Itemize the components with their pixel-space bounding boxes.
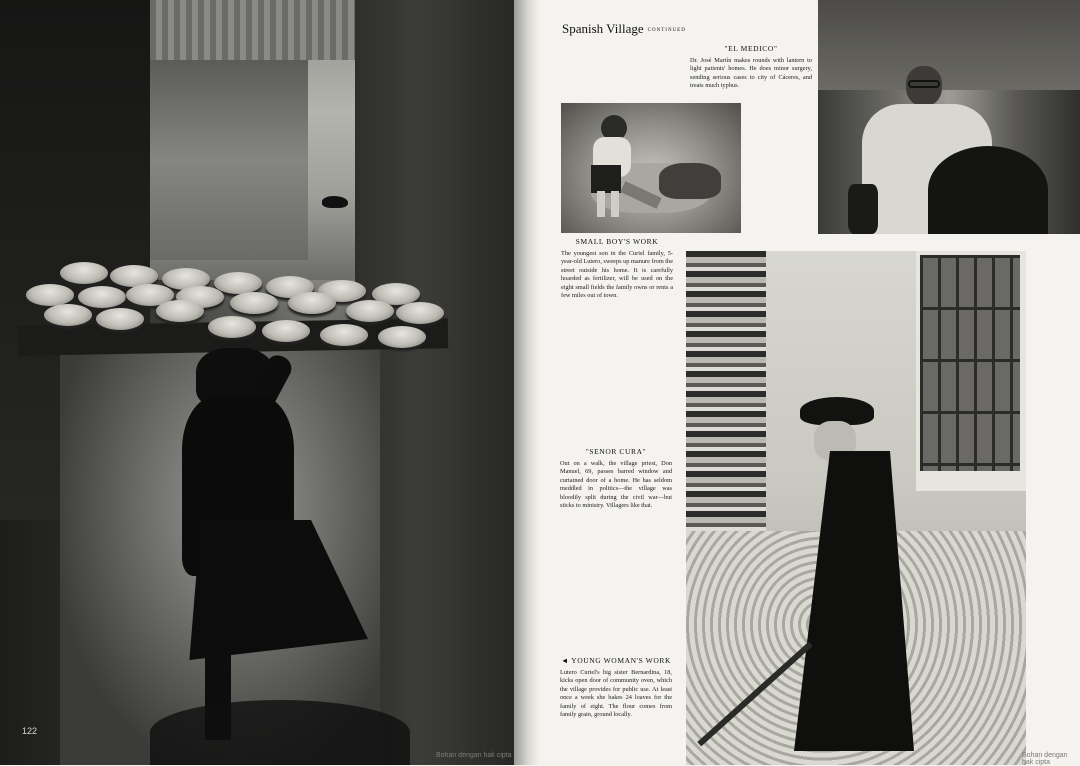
photo-basket bbox=[659, 163, 721, 199]
running-head bbox=[562, 21, 686, 37]
photo-el-medico bbox=[818, 0, 1080, 234]
photo-bread-loaves bbox=[0, 0, 514, 380]
photo-striped-curtain bbox=[686, 251, 766, 531]
caption-el-medico bbox=[690, 44, 812, 91]
page-gutter bbox=[514, 0, 540, 765]
running-head-continued: CONTINUED bbox=[647, 27, 686, 33]
caption-senor-cura bbox=[560, 447, 672, 510]
page-number: 122 bbox=[22, 726, 38, 736]
photo-boy-shorts bbox=[591, 165, 621, 193]
photo-young-womans-work bbox=[0, 0, 514, 765]
caption-young-womans-work bbox=[560, 656, 672, 719]
photo-boy-leg bbox=[611, 191, 619, 217]
caption-body: Out on a walk, the village priest, Don Manuel, 69, passes barred window and curtained door of a home. He has seldom meddled in politics—the village was bloodily split during the civil war—but sticks to ministry. Villagers like that. bbox=[560, 460, 672, 510]
caption-title: ◄ YOUNG WOMAN'S WORK bbox=[560, 656, 671, 665]
photo-boy-leg bbox=[597, 191, 605, 217]
caption-small-boys-work bbox=[561, 237, 673, 300]
photo-shadow bbox=[150, 700, 410, 765]
running-head-title: Spanish Village bbox=[562, 21, 644, 36]
photo-patient bbox=[928, 146, 1048, 234]
photo-senor-cura bbox=[686, 251, 1026, 765]
photo-barred-window bbox=[920, 255, 1020, 471]
watermark-right: Bohan dengan hak cipta bbox=[1022, 752, 1068, 766]
photo-priest-cassock bbox=[794, 451, 914, 751]
caption-title: "SENOR CURA" bbox=[585, 447, 647, 456]
photo-lantern bbox=[848, 184, 878, 234]
caption-title: SMALL BOY'S WORK bbox=[575, 237, 659, 246]
photo-small-boys-work bbox=[561, 103, 741, 233]
watermark-left: Bohan dengan hak cipta bbox=[436, 752, 512, 759]
photo-doorway bbox=[818, 0, 1080, 90]
caption-title: "EL MEDICO" bbox=[724, 44, 778, 53]
caption-body: Lutero Curiel's big sister Bernardina, 18, kicks open door of community oven, which the village provides for public use. At least once a week she bakes 24 loaves for the family of eight. The flour comes from family grain, ground locally. bbox=[560, 669, 672, 719]
caption-body: Dr. José Martín makes rounds with lantern to light patients' homes. He does minor surgery, sending serious cases to city of Cáceres, and treats much typhus. bbox=[690, 57, 812, 90]
caption-body: The youngest son in the Curiel family, 5-year-old Lutero, sweeps up manure from the street outside his home. It is carefully hoarded as fertilizer, will be used on the eight small fields the family owns or rents a few miles out of town. bbox=[561, 250, 673, 300]
photo-doctor-glasses bbox=[908, 80, 940, 88]
